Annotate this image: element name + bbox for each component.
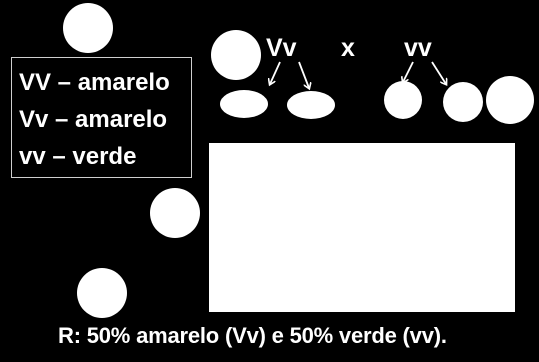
legend-item-vv: vv – verde xyxy=(19,143,137,170)
bottom-left-circle xyxy=(77,268,127,318)
gamete-circle-3 xyxy=(486,76,534,124)
cross-operator: x xyxy=(341,34,355,62)
arrow-parent2-right xyxy=(432,62,446,84)
gamete-circle-1 xyxy=(384,81,422,119)
parent1-genotype: Vv xyxy=(266,34,297,62)
gamete-circle-2 xyxy=(443,82,483,122)
arrow-parent1-left xyxy=(270,62,280,84)
legend-item-VV: VV – amarelo xyxy=(19,69,170,96)
arrow-parent2-left xyxy=(403,62,413,82)
middle-left-circle xyxy=(150,188,200,238)
gamete-ellipse-1 xyxy=(220,90,268,118)
answer-text: R: 50% amarelo (Vv) e 50% verde (vv). xyxy=(58,323,447,348)
punnett-square-panel xyxy=(209,143,515,312)
gamete-ellipse-2 xyxy=(287,91,335,119)
legend-item-Vv: Vv – amarelo xyxy=(19,106,168,133)
arrow-parent1-right xyxy=(299,62,309,88)
parent2-genotype: vv xyxy=(404,34,432,62)
